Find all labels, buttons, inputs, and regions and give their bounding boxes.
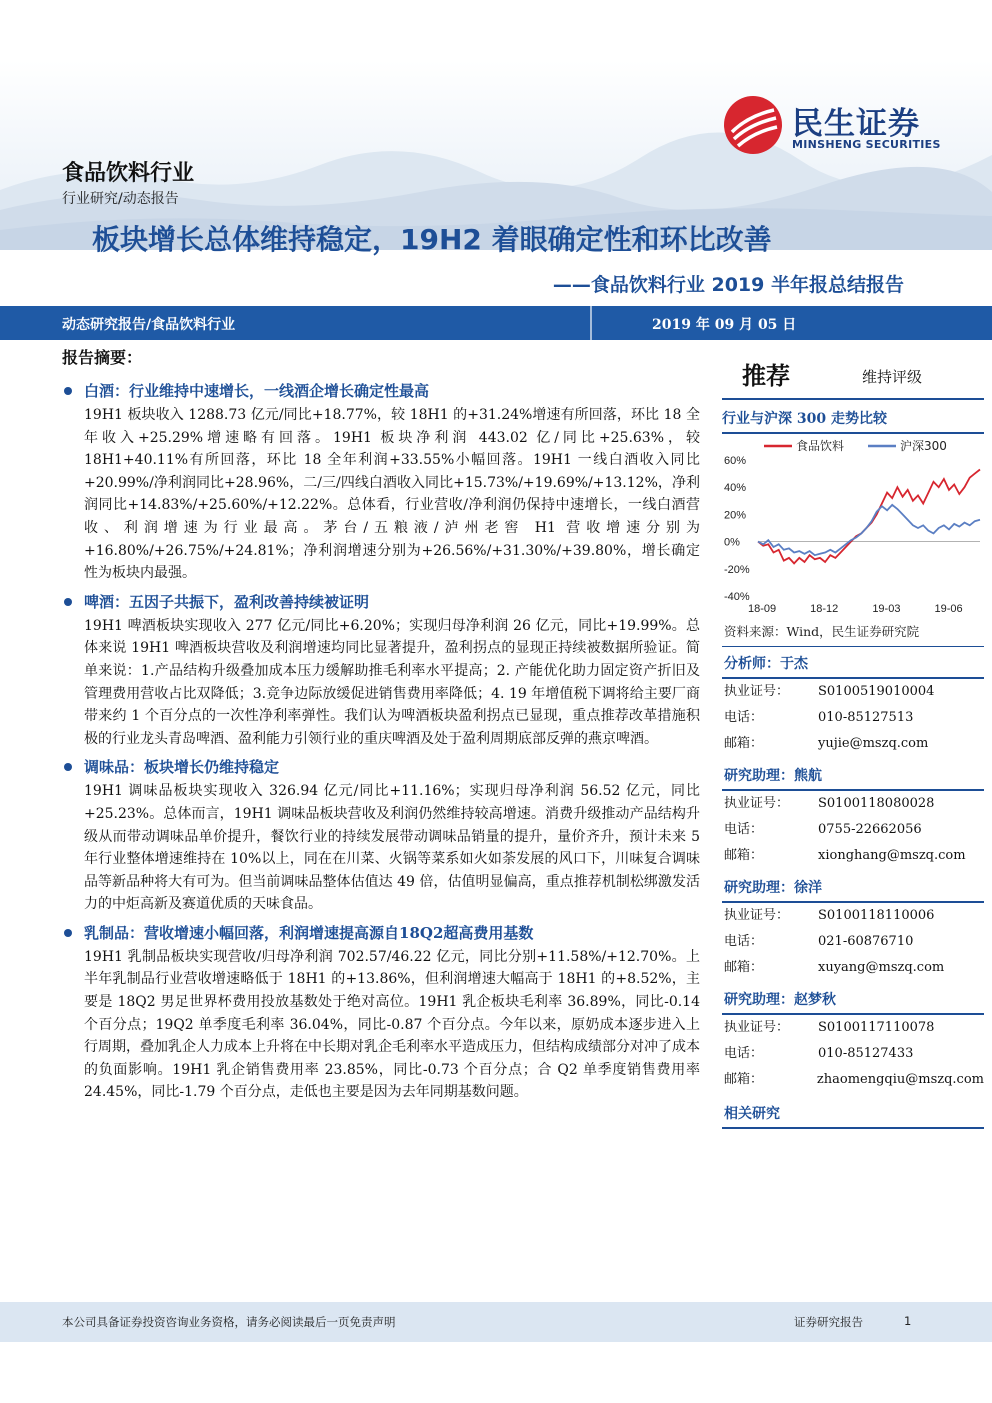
section-heading-text: 啤酒：五因子共振下，盈利改善持续被证明: [84, 592, 370, 611]
section-heading-text: 乳制品：营收增速小幅回落，利润增速提高源自18Q2超高费用基数: [84, 923, 534, 942]
info-value: 0755-22662056: [818, 822, 922, 837]
analyst-block: [722, 983, 984, 1093]
analyst-heading: [722, 871, 984, 903]
info-band: [0, 306, 992, 340]
analyst-info-row: [722, 1041, 984, 1067]
info-label: 执业证号：: [724, 796, 790, 811]
analyst-heading: [722, 983, 984, 1015]
section-heading: [62, 589, 700, 615]
report-type: 行业研究/动态报告: [62, 191, 179, 207]
analyst-block: [722, 759, 984, 869]
info-label: 电话：: [724, 822, 764, 837]
section-beer: [62, 589, 700, 751]
analyst-info-row: [722, 1015, 984, 1041]
section-heading-text: 调味品：板块增长仍维持稳定: [84, 758, 280, 777]
chart-source: 资料来源：Wind，民生证券研究院: [722, 616, 984, 647]
info-value: 010-85127433: [818, 1046, 914, 1061]
x-tick-label: 18-09: [748, 603, 777, 615]
footer-disclaimer: 本公司具备证券投资咨询业务资格，请务必阅读最后一页免责声明: [62, 1315, 396, 1329]
section-body: 19H1 啤酒板块实现收入 277 亿元/同比+6.20%；实现归母净利润 26 亿元，同比+19.99%。总体来说 19H1 啤酒板块营收及利润增速均同比显著提升，盈利拐点的显现正持续被数据所验证。简单来说：1.产品结构升级叠加成本压力缓解助推毛利率水平提高；2. 产能优化助力固定资产折旧及管理费用营收占比双降低；3.竞争边际放缓促进销售费用率降低；4. 19 年增值税下调将给主要厂商带来约 1 个百分点的一次性净利率弹性。我们认为啤酒板块盈利拐点已显现，重点推荐改革措施积极的行业龙头青岛啤酒、盈利能力引领行业的重庆啤酒及处于盈利周期底部反弹的燕京啤酒。: [84, 617, 700, 747]
analyst-block: [722, 647, 984, 757]
y-tick-label: -20%: [724, 563, 750, 576]
section-body: 19H1 乳制品板块实现营收/归母净利润 702.57/46.22 亿元，同比分别+11.58%/+12.70%。上半年乳制品行业营收增速略低于 18H1 的+13.86%，但利润增速大幅高于 18H1 的+8.52%，主要是 18Q2 男足世界杯费用投放基数处于绝对高位。19H1 乳企板块毛利率 36.89%，同比-0.14 个百分点；19Q2 单季度毛利率 36.04%，同比-0.87 个百分点。今年以来，原奶成本逐步进入上行周期，叠加乳企人力成本上升将在中长期对乳企毛利率水平造成压力，但结构成绩部分对冲了成本的负面影响。19H1 乳企销售费用率 23.85%，同比-0.73 个百分点；合 Q2 单季度销售费用率 24.45%，同比-1.79 个百分点，走低也主要是因为去年同期基数问题。: [84, 948, 700, 1101]
section-heading: [62, 920, 700, 946]
info-value[interactable]: yujie@mszq.com: [818, 736, 929, 751]
band-divider: [590, 306, 592, 340]
analyst-role: 分析师：: [724, 656, 780, 672]
section-heading: [62, 378, 700, 404]
sidebar-column: [722, 346, 984, 1129]
analyst-role: 研究助理：: [724, 880, 794, 896]
info-value[interactable]: xuyang@mszq.com: [818, 960, 945, 975]
legend-label: 食品饮料: [796, 439, 845, 453]
rating-value: 推荐: [742, 362, 790, 390]
bullet-icon: [64, 387, 72, 395]
info-value[interactable]: xionghang@mszq.com: [818, 848, 966, 863]
x-tick-label: 19-03: [872, 603, 901, 615]
analyst-block: [722, 871, 984, 981]
analyst-role: 研究助理：: [724, 768, 794, 784]
info-value[interactable]: zhaomengqiu@mszq.com: [816, 1072, 984, 1087]
bullet-icon: [64, 763, 72, 771]
bullet-icon: [64, 929, 72, 937]
analyst-info-row: [722, 843, 984, 869]
analyst-list: [722, 647, 984, 1093]
y-tick-label: -40%: [724, 591, 750, 603]
info-value: 021-60876710: [818, 934, 914, 949]
bullet-icon: [64, 598, 72, 606]
series-line-1: [758, 505, 980, 555]
analyst-name: 于杰: [780, 656, 808, 672]
info-value: S0100519010004: [818, 684, 935, 699]
page-footer: [0, 1302, 992, 1342]
x-tick-label: 18-12: [810, 603, 839, 615]
info-label: 电话：: [724, 1046, 764, 1061]
info-value: 010-85127513: [818, 710, 914, 725]
report-title: 板块增长总体维持稳定，19H2 着眼确定性和环比改善: [92, 223, 772, 256]
section-heading: [62, 754, 700, 780]
y-tick-label: 40%: [724, 482, 747, 495]
info-label: 电话：: [724, 934, 764, 949]
info-label: 执业证号：: [724, 684, 790, 699]
legend-label: 沪深300: [900, 439, 947, 453]
section-baijiu: [62, 378, 700, 585]
section-body: 19H1 调味品板块实现收入 326.94 亿元/同比+11.16%；实现归母净利润 56.52 亿元，同比+25.23%。总体而言，19H1 调味品板块营收及利润仍然维持较高增速。消费升级推动产品结构升级从而带动调味品单价提升，餐饮行业的持续发展带动调味品销量的提升，量价齐升，预计未来 5 年行业整体增速维持在 10%以上，同在在川菜、火锅等菜系如火如荼发展的风口下，川味复合调味品等新品种将大有可为。但当前调味品整体估值达 49 倍，估值明显偏高，重点推荐机制松绑激发活力的中炬高新及赛道优质的天味食品。: [84, 783, 700, 913]
info-label: 邮箱：: [724, 736, 764, 751]
y-tick-label: 0%: [724, 536, 740, 549]
chart-title: 行业与沪深 300 走势比较: [722, 408, 984, 434]
analyst-info-row: [722, 903, 984, 929]
analyst-heading: [722, 647, 984, 679]
analyst-info-row: [722, 1067, 984, 1093]
section-condiment: [62, 754, 700, 916]
analyst-name: 熊航: [794, 768, 822, 784]
analyst-heading: [722, 759, 984, 791]
band-category: 动态研究报告/食品饮料行业: [62, 317, 236, 333]
rating-box: [722, 346, 984, 400]
analyst-name: 赵梦秋: [794, 992, 836, 1008]
x-tick-label: 19-06: [934, 603, 963, 615]
brand-logo: [722, 94, 962, 160]
footer-doc-type: 证券研究报告: [794, 1315, 863, 1329]
trend-chart: [722, 434, 984, 616]
brand-name-cn: 民生证券: [792, 106, 920, 142]
abstract-title: 报告摘要：: [62, 348, 143, 367]
report-date: 2019 年 09 月 05 日: [652, 317, 797, 333]
industry-label: 食品饮料行业: [62, 161, 195, 186]
y-tick-label: 20%: [724, 509, 747, 522]
analyst-info-row: [722, 817, 984, 843]
info-label: 执业证号：: [724, 908, 790, 923]
report-subtitle: ——食品饮料行业 2019 半年报总结报告: [552, 274, 904, 296]
brand-name-en: MINSHENG SECURITIES: [792, 138, 941, 151]
page-number: 1: [904, 1314, 912, 1328]
info-label: 执业证号：: [724, 1020, 790, 1035]
analyst-info-row: [722, 929, 984, 955]
abstract-column: [62, 346, 700, 1108]
related-research-heading: 相关研究: [722, 1095, 984, 1129]
analyst-info-row: [722, 955, 984, 981]
info-label: 邮箱：: [724, 960, 764, 975]
rating-note: 维持评级: [862, 368, 923, 386]
info-value: S0100118080028: [818, 796, 935, 811]
info-label: 电话：: [724, 710, 764, 725]
analyst-info-row: [722, 791, 984, 817]
section-dairy: [62, 920, 700, 1104]
analyst-name: 徐洋: [794, 880, 822, 896]
analyst-role: 研究助理：: [724, 992, 794, 1008]
analyst-info-row: [722, 679, 984, 705]
trend-chart-svg: [722, 434, 984, 616]
analyst-info-row: [722, 731, 984, 757]
section-heading-text: 白酒：行业维持中速增长，一线酒企增长确定性最高: [84, 382, 430, 400]
info-value: S0100118110006: [818, 908, 935, 923]
y-tick-label: 60%: [724, 455, 747, 467]
info-label: 邮箱：: [724, 1072, 764, 1087]
info-label: 邮箱：: [724, 848, 764, 863]
analyst-info-row: [722, 705, 984, 731]
minsheng-logo-icon: [722, 94, 784, 156]
section-body: 19H1 板块收入 1288.73 亿元/同比+18.77%，较 18H1 的+31.24%增速有所回落，环比 18 全年收入+25.29%增速略有回落。19H1 板块净利润 443.02 亿/同比+25.63%，较 18H1+40.11%有所回落，环比 18 全年利润+33.55%小幅回落。19H1 一线白酒收入同比+20.99%/净利润同比+28.96%，二/三/四线白酒收入同比+15.73%/+19.69%/+13.12%，净利润同比+14.83%/+25.60%/+12.22%。总体看，行业营收/净利润仍保持中速增长，一线白酒营收、利润增速为行业最高。茅台/五粮液/泸州老窖 H1 营收增速分别为+16.80%/+26.75%/+24.81%；净利润增速分别为+26.56%/+31.30%/+39.80%，增长确定性为板块内最强。: [84, 407, 700, 582]
info-value: S0100117110078: [818, 1020, 935, 1035]
